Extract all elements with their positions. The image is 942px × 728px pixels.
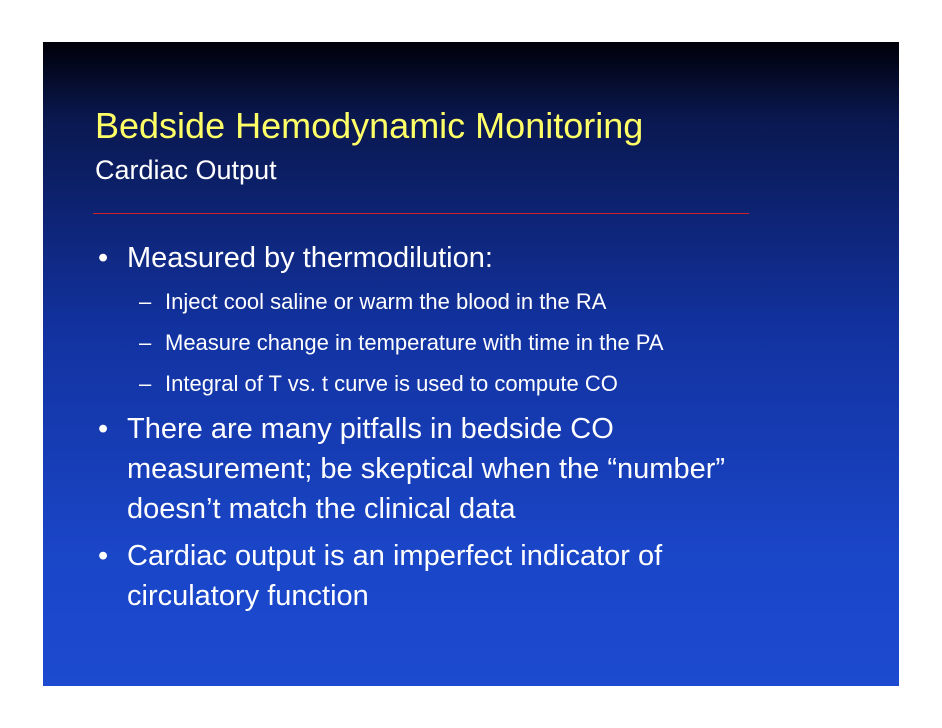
bullet-text: Cardiac output is an imperfect indicator of circulatory function bbox=[127, 540, 663, 612]
bullet-text: Measured by thermodilution: bbox=[127, 242, 493, 274]
dash-icon: – bbox=[139, 289, 152, 314]
slide-title: Bedside Hemodynamic Monitoring bbox=[95, 105, 644, 146]
bullet-text: There are many pitfalls in bedside CO measurement; be skeptical when the “number” doesn’t match the clinical data bbox=[127, 413, 726, 525]
bullet-icon: • bbox=[98, 242, 109, 274]
sub-item-text: Integral of T vs. t curve is used to compute CO bbox=[165, 371, 618, 396]
title-divider bbox=[93, 213, 749, 214]
bullet-icon: • bbox=[98, 540, 109, 572]
slide-subtitle: Cardiac Output bbox=[95, 155, 277, 185]
bullet-icon: • bbox=[98, 413, 109, 445]
slide bbox=[43, 42, 899, 686]
dash-icon: – bbox=[139, 330, 152, 355]
dash-icon: – bbox=[139, 371, 152, 396]
sub-item-text: Inject cool saline or warm the blood in the RA bbox=[165, 289, 607, 314]
sub-item-text: Measure change in temperature with time in the PA bbox=[165, 330, 664, 355]
